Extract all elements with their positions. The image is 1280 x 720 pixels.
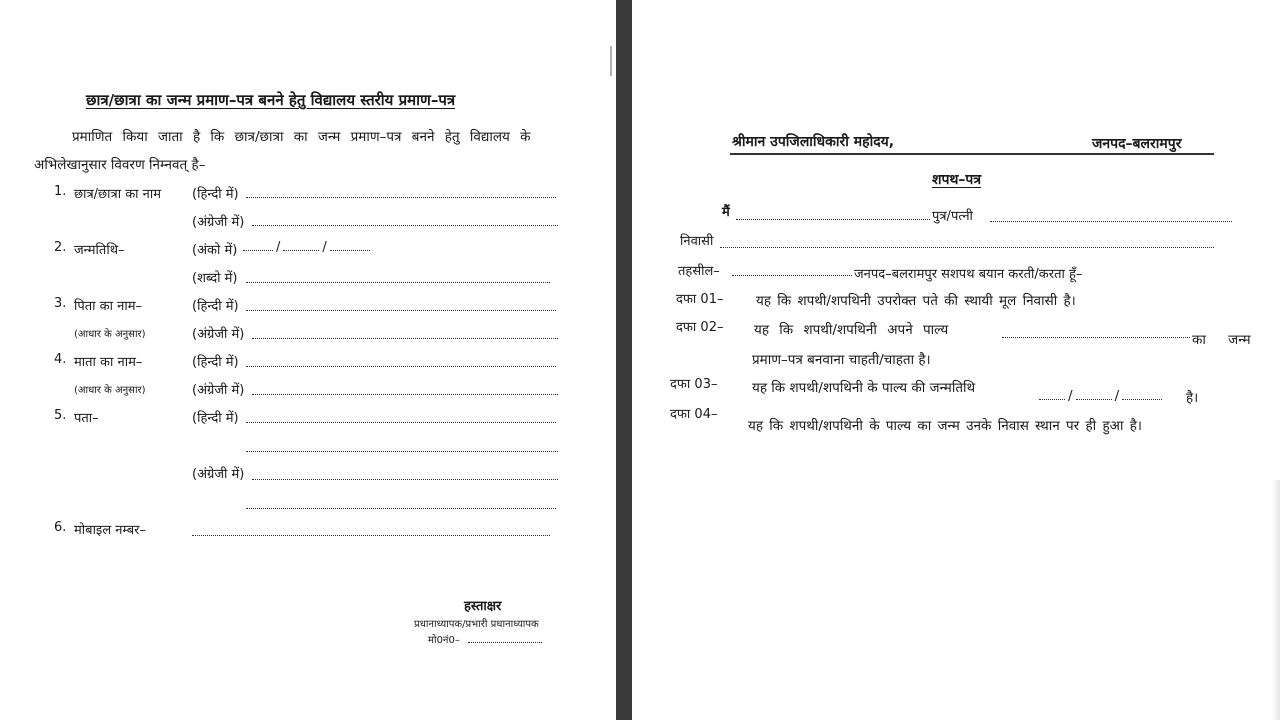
fill-line <box>468 642 542 643</box>
field-label-mother-name: माता का नाम– <box>74 355 143 370</box>
fill-line <box>990 221 1232 222</box>
clause-label: दफा 03– <box>670 377 718 392</box>
affidavit-page <box>632 0 1280 720</box>
field-label-student-name: छात्र/छात्रा का नाम <box>74 187 162 202</box>
clause-label: दफा 02– <box>676 320 724 335</box>
school-certificate-page <box>0 0 616 720</box>
fill-line <box>252 338 558 339</box>
fill-line <box>252 394 558 395</box>
fill-line <box>1002 337 1190 338</box>
intro-text-line-1: प्रमाणित किया जाता है कि छात्र/छात्रा का जन्म प्रमाण–पत्र बनने हेतु विद्यालय के <box>72 129 531 145</box>
field-number: 6. <box>54 520 67 535</box>
fill-line <box>246 310 556 311</box>
field-number: 3. <box>54 296 67 311</box>
field-sub-label-aadhaar: (आधार के अनुसार) <box>74 385 146 396</box>
fill-line <box>246 422 556 423</box>
clause-text-line-2: प्रमाण–पत्र बनवाना चाहती/चाहता है। <box>752 352 931 368</box>
field-hint-hindi: (हिन्दी में) <box>192 187 239 202</box>
scan-edge-shadow <box>1272 480 1280 720</box>
field-number: 1. <box>54 184 67 199</box>
field-label-address: पता– <box>74 411 99 426</box>
field-label-mobile: मोबाइल नम्बर– <box>74 523 146 538</box>
fill-line <box>246 197 556 198</box>
district-label: जनपद–बलरामपुर <box>1092 136 1182 152</box>
field-hint-digits: (अंको में) <box>192 243 238 258</box>
dob-digits-blanks: / / <box>240 240 373 255</box>
page-title: छात्र/छात्रा का जन्म प्रमाण–पत्र बनने हेतु विद्यालय स्तरीय प्रमाण–पत्र <box>86 91 456 109</box>
text-son-wife: पुत्र/पत्नी <box>932 209 973 224</box>
page-title: शपथ–पत्र <box>932 172 982 188</box>
fill-line <box>246 366 556 367</box>
page-edge-mark <box>610 46 612 76</box>
clause-text: यह कि शपथी/शपथिनी के पाल्य का जन्म उनके निवास स्थान पर ही हुआ है। <box>748 418 1142 434</box>
signature-title: हस्ताक्षर <box>464 599 502 614</box>
field-hint-hindi: (हिन्दी में) <box>192 355 239 370</box>
dob-blanks: / / <box>1036 388 1165 404</box>
field-hint-english: (अंग्रेजी में) <box>192 215 245 230</box>
text-tehsil-suffix: जनपद–बलरामपुर सशपथ बयान करती/करता हूँ– <box>854 267 1083 282</box>
fill-line <box>736 219 930 220</box>
fill-line <box>252 479 558 480</box>
text-resident: निवासी <box>680 234 714 249</box>
clause-text: यह कि शपथी/शपथिनी अपने पाल्य <box>754 322 949 338</box>
field-number: 5. <box>54 408 67 423</box>
field-label-dob: जन्मतिथि– <box>74 243 125 258</box>
field-number: 4. <box>54 352 67 367</box>
field-hint-english: (अंग्रेजी में) <box>192 467 245 482</box>
clause-text: यह कि शपथी/शपथिनी उपरोक्त पते की स्थायी मूल निवासी है। <box>756 293 1076 309</box>
clause-text-after: का जन्म <box>1192 332 1251 348</box>
field-hint-english: (अंग्रेजी में) <box>192 327 245 342</box>
clause-text: यह कि शपथी/शपथिनी के पाल्य की जन्मतिथि <box>752 380 976 396</box>
clause-label: दफा 04– <box>670 407 718 422</box>
fill-line <box>252 225 558 226</box>
text-tehsil: तहसील– <box>678 264 720 279</box>
field-hint-english: (अंग्रेजी में) <box>192 383 245 398</box>
fill-line <box>246 451 558 452</box>
fill-line <box>246 508 556 509</box>
field-hint-hindi: (हिन्दी में) <box>192 299 239 314</box>
field-sub-label-aadhaar: (आधार के अनुसार) <box>74 329 146 340</box>
signature-designation: प्रधानाध्यापक/प्रभारी प्रधानाध्यापक <box>414 619 539 630</box>
addressee: श्रीमान उपजिलाधिकारी महोदय, <box>732 134 895 150</box>
clause-text-after: है। <box>1186 390 1199 406</box>
header-underline <box>730 153 1214 155</box>
field-label-father-name: पिता का नाम– <box>74 299 142 314</box>
signature-mobile-label: मो0नं0– <box>428 635 460 646</box>
fill-line <box>246 282 550 283</box>
page-gutter <box>616 0 632 720</box>
fill-line <box>192 535 550 536</box>
text-main-prefix: मैं <box>722 205 730 220</box>
field-hint-words: (शब्दो में) <box>192 271 238 286</box>
fill-line <box>732 275 852 276</box>
fill-line <box>720 247 1214 248</box>
field-hint-hindi: (हिन्दी में) <box>192 411 239 426</box>
intro-text-line-2: अभिलेखानुसार विवरण निम्नवत् है– <box>34 157 206 173</box>
clause-label: दफा 01– <box>676 292 724 307</box>
field-number: 2. <box>54 240 67 255</box>
